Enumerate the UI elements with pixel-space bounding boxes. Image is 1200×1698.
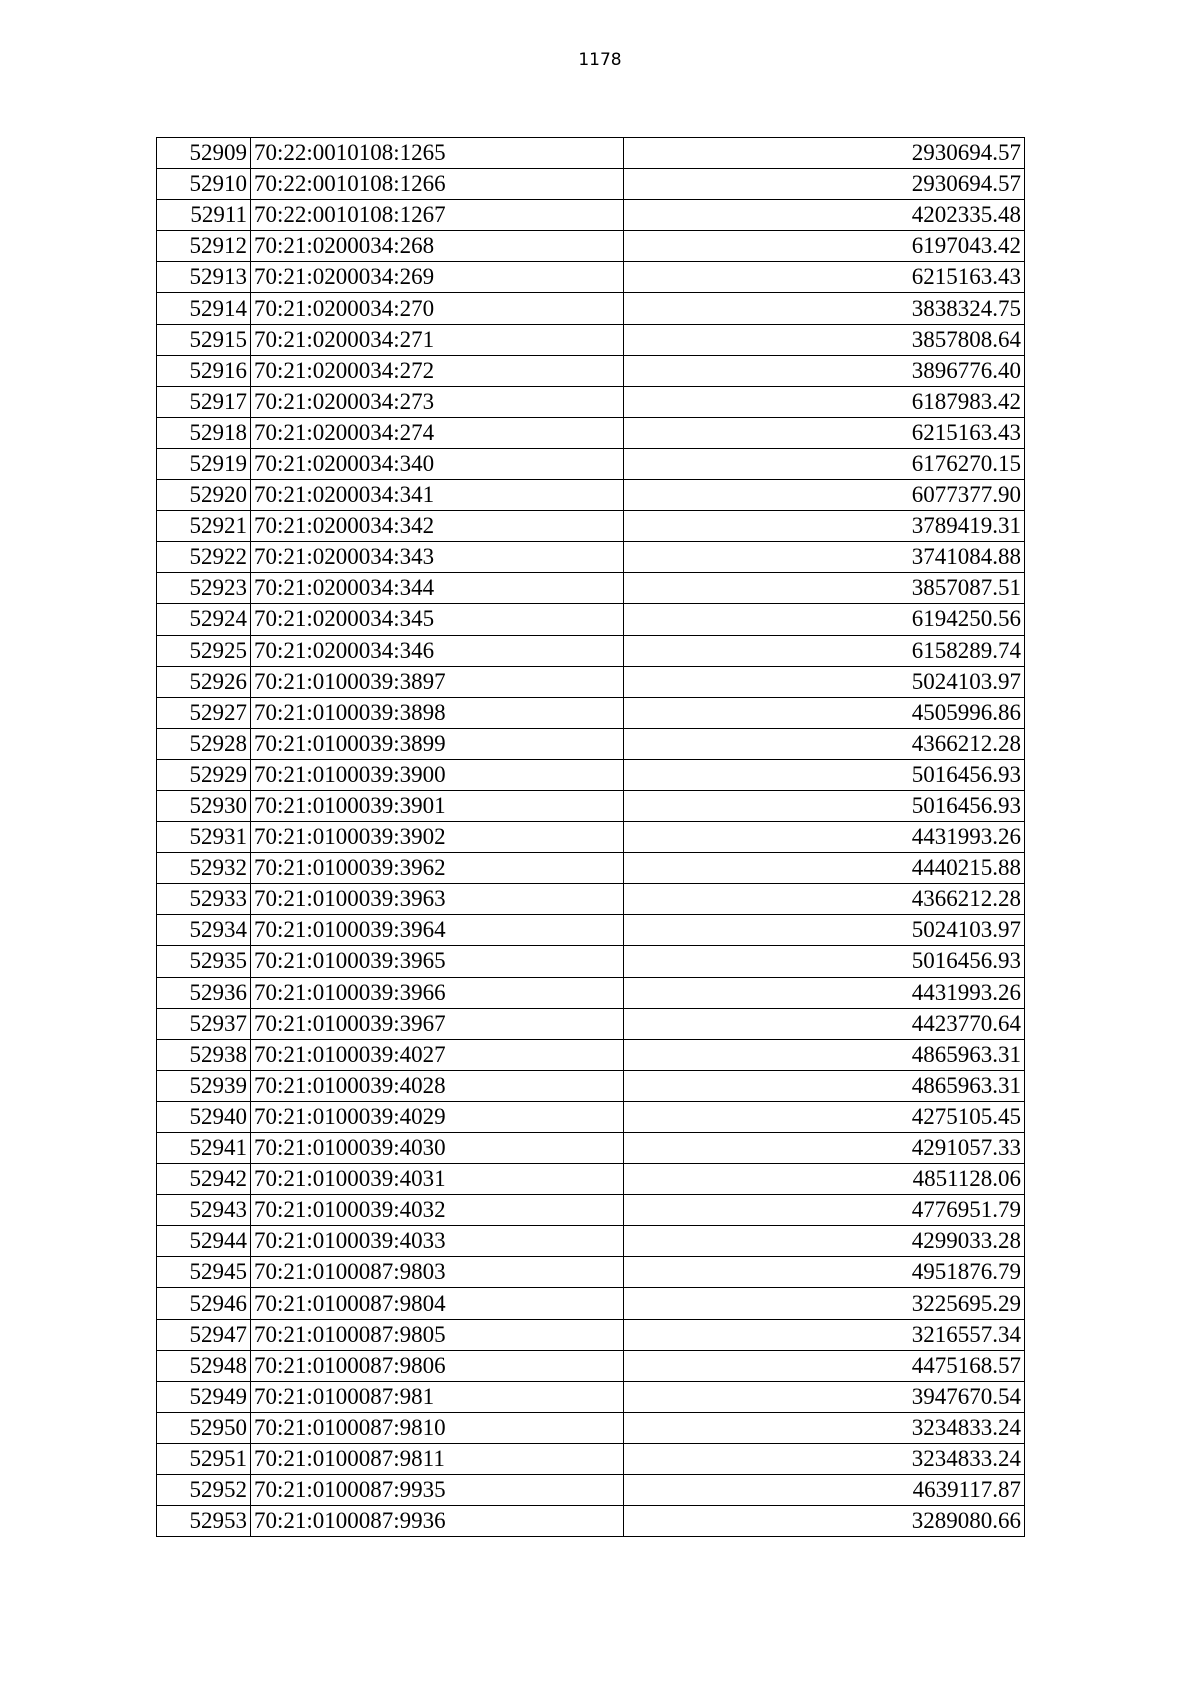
table-row: [157, 138, 1025, 169]
page-number: 1178: [578, 50, 622, 70]
cadastral-number-cell: 70:21:0200034:273: [251, 386, 624, 417]
cadastral-value-cell: 3896776.40: [624, 355, 1025, 386]
table-row: [157, 262, 1025, 293]
table-row: [157, 200, 1025, 231]
cadastral-value-cell: 5024103.97: [624, 915, 1025, 946]
cadastral-number-cell: 70:21:0100039:3964: [251, 915, 624, 946]
cadastral-value-cell: 4475168.57: [624, 1350, 1025, 1381]
table-row: [157, 822, 1025, 853]
row-number-cell: 52945: [157, 1257, 251, 1288]
cadastral-number-cell: 70:21:0100039:4032: [251, 1195, 624, 1226]
cadastral-value-cell: 3234833.24: [624, 1443, 1025, 1474]
row-number-cell: 52923: [157, 573, 251, 604]
cadastral-value-table: [156, 137, 1025, 1537]
cadastral-value-cell: 3857808.64: [624, 324, 1025, 355]
cadastral-number-cell: 70:22:0010108:1265: [251, 138, 624, 169]
cadastral-value-cell: 4865963.31: [624, 1039, 1025, 1070]
row-number-cell: 52909: [157, 138, 251, 169]
table-row: [157, 1195, 1025, 1226]
row-number-cell: 52912: [157, 231, 251, 262]
row-number-cell: 52944: [157, 1226, 251, 1257]
cadastral-number-cell: 70:21:0100039:3900: [251, 759, 624, 790]
cadastral-number-cell: 70:21:0200034:270: [251, 293, 624, 324]
row-number-cell: 52936: [157, 977, 251, 1008]
row-number-cell: 52940: [157, 1101, 251, 1132]
cadastral-value-cell: 4291057.33: [624, 1133, 1025, 1164]
table-row: [157, 977, 1025, 1008]
table-row: [157, 293, 1025, 324]
table-row: [157, 573, 1025, 604]
cadastral-number-cell: 70:21:0200034:344: [251, 573, 624, 604]
table-row: [157, 666, 1025, 697]
table-row: [157, 1133, 1025, 1164]
cadastral-number-cell: 70:22:0010108:1266: [251, 169, 624, 200]
cadastral-number-cell: 70:21:0100039:4033: [251, 1226, 624, 1257]
cadastral-value-cell: 4275105.45: [624, 1101, 1025, 1132]
row-number-cell: 52915: [157, 324, 251, 355]
row-number-cell: 52913: [157, 262, 251, 293]
table-row: [157, 1381, 1025, 1412]
cadastral-value-cell: 4639117.87: [624, 1475, 1025, 1506]
cadastral-value-cell: 4299033.28: [624, 1226, 1025, 1257]
cadastral-number-cell: 70:21:0200034:341: [251, 480, 624, 511]
cadastral-value-cell: 3234833.24: [624, 1412, 1025, 1443]
row-number-cell: 52938: [157, 1039, 251, 1070]
cadastral-number-cell: 70:21:0200034:340: [251, 448, 624, 479]
cadastral-value-cell: 6158289.74: [624, 635, 1025, 666]
cadastral-value-cell: 5016456.93: [624, 946, 1025, 977]
cadastral-value-cell: 3947670.54: [624, 1381, 1025, 1412]
cadastral-number-cell: 70:21:0200034:346: [251, 635, 624, 666]
cadastral-value-cell: 6194250.56: [624, 604, 1025, 635]
row-number-cell: 52928: [157, 728, 251, 759]
cadastral-value-cell: 4951876.79: [624, 1257, 1025, 1288]
row-number-cell: 52914: [157, 293, 251, 324]
cadastral-value-cell: 3225695.29: [624, 1288, 1025, 1319]
cadastral-value-cell: 6215163.43: [624, 262, 1025, 293]
cadastral-number-cell: 70:21:0100039:3966: [251, 977, 624, 1008]
table-row: [157, 1412, 1025, 1443]
row-number-cell: 52939: [157, 1070, 251, 1101]
cadastral-value-cell: 4366212.28: [624, 728, 1025, 759]
table-row: [157, 542, 1025, 573]
row-number-cell: 52927: [157, 697, 251, 728]
cadastral-number-cell: 70:21:0100087:9936: [251, 1506, 624, 1537]
table-row: [157, 511, 1025, 542]
table-row: [157, 386, 1025, 417]
cadastral-number-cell: 70:21:0200034:269: [251, 262, 624, 293]
cadastral-number-cell: 70:21:0200034:271: [251, 324, 624, 355]
table-body: [157, 138, 1025, 1537]
table-row: [157, 448, 1025, 479]
row-number-cell: 52925: [157, 635, 251, 666]
table-row: [157, 1164, 1025, 1195]
cadastral-number-cell: 70:21:0100039:4029: [251, 1101, 624, 1132]
table-row: [157, 728, 1025, 759]
cadastral-value-cell: 4505996.86: [624, 697, 1025, 728]
row-number-cell: 52941: [157, 1133, 251, 1164]
table-row: [157, 697, 1025, 728]
table-row: [157, 1101, 1025, 1132]
row-number-cell: 52931: [157, 822, 251, 853]
row-number-cell: 52911: [157, 200, 251, 231]
cadastral-number-cell: 70:21:0200034:343: [251, 542, 624, 573]
cadastral-number-cell: 70:21:0100039:4028: [251, 1070, 624, 1101]
cadastral-number-cell: 70:21:0200034:268: [251, 231, 624, 262]
row-number-cell: 52946: [157, 1288, 251, 1319]
cadastral-value-cell: 4423770.64: [624, 1008, 1025, 1039]
row-number-cell: 52953: [157, 1506, 251, 1537]
table-row: [157, 790, 1025, 821]
row-number-cell: 52951: [157, 1443, 251, 1474]
row-number-cell: 52935: [157, 946, 251, 977]
cadastral-value-cell: 5016456.93: [624, 759, 1025, 790]
table-row: [157, 480, 1025, 511]
cadastral-value-cell: 4776951.79: [624, 1195, 1025, 1226]
table-row: [157, 231, 1025, 262]
row-number-cell: 52930: [157, 790, 251, 821]
cadastral-number-cell: 70:21:0100087:9810: [251, 1412, 624, 1443]
cadastral-value-cell: 4440215.88: [624, 853, 1025, 884]
cadastral-value-cell: 5016456.93: [624, 790, 1025, 821]
table-row: [157, 1475, 1025, 1506]
cadastral-value-cell: 6077377.90: [624, 480, 1025, 511]
cadastral-number-cell: 70:21:0200034:272: [251, 355, 624, 386]
row-number-cell: 52919: [157, 448, 251, 479]
cadastral-number-cell: 70:21:0200034:345: [251, 604, 624, 635]
cadastral-number-cell: 70:21:0100039:3967: [251, 1008, 624, 1039]
table-row: [157, 324, 1025, 355]
cadastral-number-cell: 70:21:0100087:9805: [251, 1319, 624, 1350]
cadastral-value-cell: 4202335.48: [624, 200, 1025, 231]
table-row: [157, 1443, 1025, 1474]
row-number-cell: 52926: [157, 666, 251, 697]
cadastral-number-cell: 70:21:0100087:9804: [251, 1288, 624, 1319]
table-row: [157, 169, 1025, 200]
row-number-cell: 52947: [157, 1319, 251, 1350]
cadastral-value-cell: 6215163.43: [624, 417, 1025, 448]
row-number-cell: 52921: [157, 511, 251, 542]
cadastral-value-cell: 3857087.51: [624, 573, 1025, 604]
row-number-cell: 52942: [157, 1164, 251, 1195]
cadastral-number-cell: 70:21:0100087:9811: [251, 1443, 624, 1474]
row-number-cell: 52950: [157, 1412, 251, 1443]
cadastral-value-cell: 4431993.26: [624, 977, 1025, 1008]
cadastral-value-cell: 5024103.97: [624, 666, 1025, 697]
row-number-cell: 52933: [157, 884, 251, 915]
cadastral-value-cell: 2930694.57: [624, 169, 1025, 200]
cadastral-number-cell: 70:21:0100039:3902: [251, 822, 624, 853]
cadastral-number-cell: 70:21:0200034:342: [251, 511, 624, 542]
cadastral-value-cell: 3838324.75: [624, 293, 1025, 324]
row-number-cell: 52920: [157, 480, 251, 511]
cadastral-number-cell: 70:21:0100039:3962: [251, 853, 624, 884]
row-number-cell: 52949: [157, 1381, 251, 1412]
cadastral-value-cell: 3289080.66: [624, 1506, 1025, 1537]
table-row: [157, 1226, 1025, 1257]
cadastral-number-cell: 70:21:0100039:4031: [251, 1164, 624, 1195]
table-row: [157, 1039, 1025, 1070]
row-number-cell: 52929: [157, 759, 251, 790]
cadastral-value-cell: 6197043.42: [624, 231, 1025, 262]
cadastral-number-cell: 70:21:0100087:981: [251, 1381, 624, 1412]
row-number-cell: 52932: [157, 853, 251, 884]
row-number-cell: 52943: [157, 1195, 251, 1226]
cadastral-value-cell: 4865963.31: [624, 1070, 1025, 1101]
row-number-cell: 52952: [157, 1475, 251, 1506]
table-row: [157, 884, 1025, 915]
cadastral-number-cell: 70:22:0010108:1267: [251, 200, 624, 231]
cadastral-number-cell: 70:21:0100039:4027: [251, 1039, 624, 1070]
table-row: [157, 853, 1025, 884]
table-row: [157, 946, 1025, 977]
table-row: [157, 1288, 1025, 1319]
row-number-cell: 52918: [157, 417, 251, 448]
cadastral-number-cell: 70:21:0100087:9935: [251, 1475, 624, 1506]
table-row: [157, 1070, 1025, 1101]
row-number-cell: 52948: [157, 1350, 251, 1381]
cadastral-value-cell: 3216557.34: [624, 1319, 1025, 1350]
cadastral-number-cell: 70:21:0100087:9803: [251, 1257, 624, 1288]
row-number-cell: 52924: [157, 604, 251, 635]
cadastral-value-cell: 6176270.15: [624, 448, 1025, 479]
cadastral-number-cell: 70:21:0100039:3965: [251, 946, 624, 977]
table-row: [157, 604, 1025, 635]
cadastral-value-cell: 4851128.06: [624, 1164, 1025, 1195]
table-row: [157, 915, 1025, 946]
cadastral-number-cell: 70:21:0200034:274: [251, 417, 624, 448]
row-number-cell: 52916: [157, 355, 251, 386]
row-number-cell: 52922: [157, 542, 251, 573]
cadastral-number-cell: 70:21:0100039:3963: [251, 884, 624, 915]
table-row: [157, 1008, 1025, 1039]
row-number-cell: 52937: [157, 1008, 251, 1039]
cadastral-number-cell: 70:21:0100039:3899: [251, 728, 624, 759]
table-row: [157, 1506, 1025, 1537]
table-row: [157, 759, 1025, 790]
cadastral-number-cell: 70:21:0100039:3898: [251, 697, 624, 728]
table-row: [157, 417, 1025, 448]
cadastral-value-cell: 4366212.28: [624, 884, 1025, 915]
table-row: [157, 1257, 1025, 1288]
cadastral-number-cell: 70:21:0100039:3901: [251, 790, 624, 821]
cadastral-value-cell: 4431993.26: [624, 822, 1025, 853]
cadastral-value-cell: 2930694.57: [624, 138, 1025, 169]
cadastral-value-cell: 3741084.88: [624, 542, 1025, 573]
cadastral-number-cell: 70:21:0100039:4030: [251, 1133, 624, 1164]
row-number-cell: 52917: [157, 386, 251, 417]
table-row: [157, 1350, 1025, 1381]
cadastral-number-cell: 70:21:0100087:9806: [251, 1350, 624, 1381]
row-number-cell: 52910: [157, 169, 251, 200]
cadastral-value-cell: 6187983.42: [624, 386, 1025, 417]
cadastral-number-cell: 70:21:0100039:3897: [251, 666, 624, 697]
table-row: [157, 1319, 1025, 1350]
table-row: [157, 635, 1025, 666]
row-number-cell: 52934: [157, 915, 251, 946]
cadastral-value-cell: 3789419.31: [624, 511, 1025, 542]
table-row: [157, 355, 1025, 386]
